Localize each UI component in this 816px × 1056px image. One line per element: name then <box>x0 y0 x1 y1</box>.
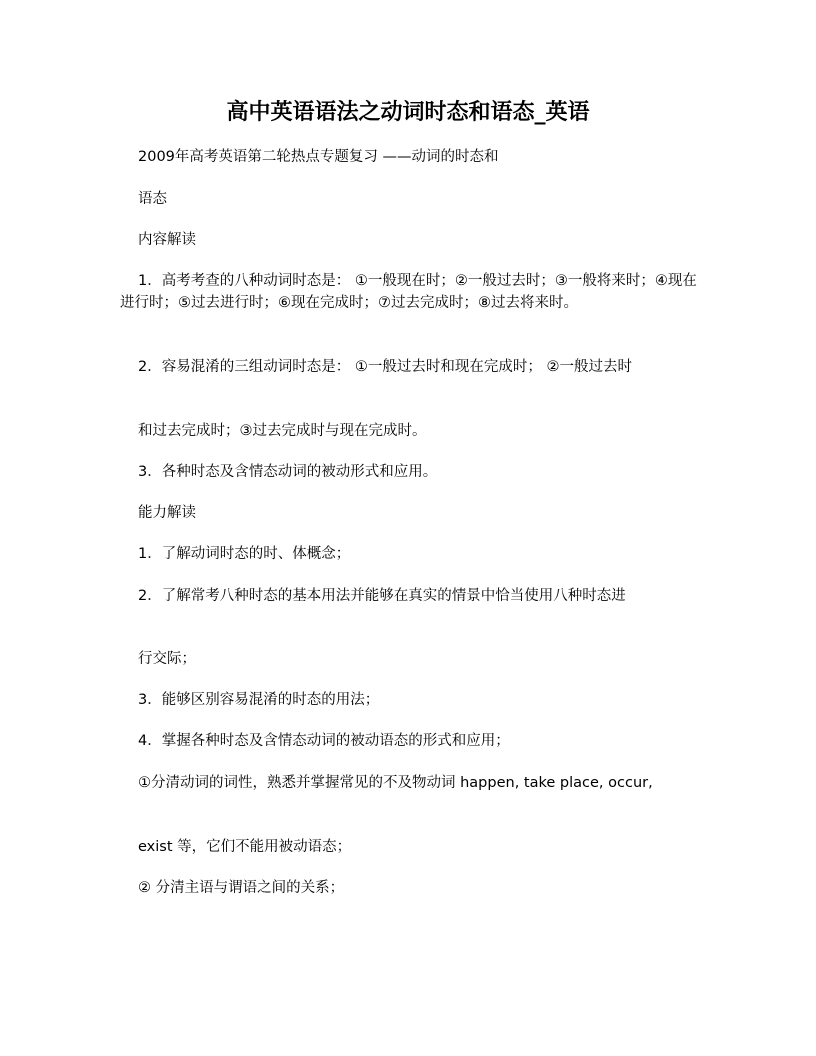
paragraph-passive-forms: 3．各种时态及含情态动词的被动形式和应用。 <box>138 464 438 480</box>
paragraph-confusing-tenses-cont: 和过去完成时；③过去完成时与现在完成时。 <box>138 423 427 439</box>
document-title: 高中英语语法之动词时态和语态_英语 <box>226 99 590 125</box>
paragraph-ability-1: 1．了解动词时态的时、体概念； <box>138 546 351 562</box>
paragraph-ability-2-cont: 行交际； <box>138 651 196 667</box>
paragraph-eight-tenses: 1．高考考查的八种动词时态是： ①一般现在时；②一般过去时；③一般将来时；④现在进行时；⑤过去进行时；⑥现在完成时；⑦过去完成时；⑧过去将来时。 <box>120 273 697 311</box>
paragraph-intransitive-verbs: ①分清动词的词性，熟悉并掌握常见的不及物动词 happen, take place, occur, <box>138 775 653 791</box>
paragraph-ability-3: 3．能够区别容易混淆的时态的用法； <box>138 692 380 708</box>
paragraph-ability-2: 2．了解常考八种时态的基本用法并能够在真实的情景中恰当使用八种时态进 <box>138 588 626 604</box>
paragraph-voice: 语态 <box>138 191 167 207</box>
paragraph-ability-interpretation: 能力解读 <box>138 505 196 521</box>
paragraph-intransitive-verbs-cont: exist 等，它们不能用被动语态； <box>138 839 352 855</box>
paragraph-confusing-tenses: 2．容易混淆的三组动词时态是： ①一般过去时和现在完成时； ②一般过去时 <box>138 359 632 375</box>
paragraph-review-heading: 2009年高考英语第二轮热点专题复习 ——动词的时态和 <box>138 149 499 165</box>
paragraph-subject-predicate: ② 分清主语与谓语之间的关系； <box>138 880 345 896</box>
paragraph-content-interpretation: 内容解读 <box>138 232 196 248</box>
paragraph-ability-4: 4．掌握各种时态及含情态动词的被动语态的形式和应用； <box>138 733 510 749</box>
